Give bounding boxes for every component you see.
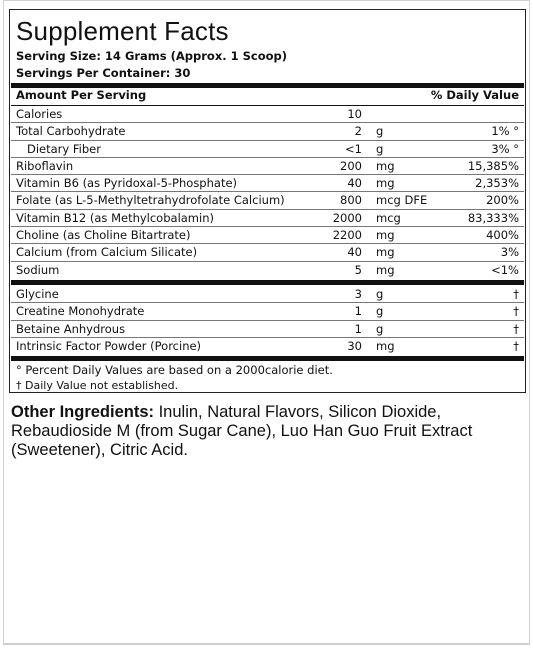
nutrient-rows: [11, 106, 524, 279]
nutrient-name: Intrinsic Factor Powder (Porcine): [16, 338, 202, 353]
nutrient-dv: 400%: [486, 228, 519, 243]
nutrient-dv: 3% °: [491, 141, 519, 156]
nutrient-amount: 800: [340, 193, 362, 208]
nutrient-row: [11, 141, 524, 158]
nutrient-amount: 2: [354, 124, 362, 139]
nutrient-row: [11, 227, 524, 244]
thick-divider-bottom: [11, 356, 524, 361]
other-nutrient-row: [11, 321, 524, 338]
nutrient-name: Total Carbohydrate: [16, 124, 126, 139]
nutrient-row: [11, 106, 524, 123]
other-nutrient-rows: [11, 286, 524, 355]
nutrient-name: Vitamin B6 (as Pyridoxal-5-Phosphate): [16, 176, 238, 191]
nutrient-name: Riboflavin: [16, 158, 74, 173]
nutrient-dv: †: [513, 304, 519, 319]
nutrient-amount: <1: [345, 141, 362, 156]
daily-value-header: % Daily Value: [430, 88, 519, 102]
nutrient-unit: mg: [376, 176, 395, 191]
supplement-facts-panel: [9, 9, 526, 393]
nutrient-amount: 1: [354, 304, 362, 319]
nutrient-dv: †: [513, 338, 519, 353]
nutrient-name: Dietary Fiber: [27, 141, 101, 156]
nutrient-name: Vitamin B12 (as Methylcobalamin): [16, 210, 214, 225]
nutrient-row: [11, 244, 524, 261]
nutrient-name: Creatine Monohydrate: [16, 304, 145, 319]
nutrient-unit: g: [376, 124, 384, 139]
nutrient-unit: mg: [376, 262, 395, 277]
nutrient-name: Sodium: [16, 262, 60, 277]
nutrient-amount: 200: [340, 158, 362, 173]
nutrient-amount: 2000: [332, 210, 362, 225]
nutrient-amount: 40: [347, 176, 362, 191]
nutrient-unit: mcg DFE: [376, 193, 428, 208]
footnote-daily-values: ° Percent Daily Values are based on a 2000calorie diet.: [16, 363, 333, 377]
nutrient-dv: 3%: [500, 245, 519, 260]
nutrient-unit: mg: [376, 158, 395, 173]
nutrient-name: Calcium (from Calcium Silicate): [16, 245, 198, 260]
nutrient-name: Choline (as Choline Bitartrate): [16, 228, 191, 243]
nutrient-amount: 1: [354, 321, 362, 336]
nutrient-dv: 1% °: [491, 124, 519, 139]
amount-per-serving-header: Amount Per Serving: [16, 88, 147, 102]
nutrient-dv: 15,385%: [467, 158, 519, 173]
nutrient-unit: mcg: [376, 210, 401, 225]
nutrient-dv: 200%: [486, 193, 519, 208]
nutrient-row: [11, 175, 524, 192]
nutrient-amount: 40: [347, 245, 362, 260]
nutrient-unit: g: [376, 304, 384, 319]
nutrient-amount: 30: [347, 338, 362, 353]
nutrient-name: Glycine: [16, 287, 59, 301]
nutrient-row: [11, 210, 524, 227]
nutrient-dv: 83,333%: [467, 210, 519, 225]
nutrient-amount: 10: [347, 107, 362, 121]
nutrient-name: Folate (as L-5-Methyltetrahydrofolate Calcium): [16, 193, 285, 208]
other-ingredients-text: Inulin, Natural Flavors, Silicon Dioxide, Rebaudioside M (from Sugar Cane), Luo Han Guo Fruit Extract (Sweetener), Citric Acid.: [11, 403, 473, 459]
thick-divider-middle: [11, 280, 524, 285]
other-ingredients: [11, 403, 523, 460]
nutrient-amount: 2200: [332, 228, 362, 243]
nutrient-dv: 2,353%: [475, 176, 519, 191]
serving-size: Serving Size: 14 Grams (Approx. 1 Scoop): [16, 49, 288, 63]
nutrient-amount: 5: [354, 262, 362, 277]
other-nutrient-row: [11, 303, 524, 320]
panel-title: Supplement Facts: [16, 16, 229, 46]
other-ingredients-label: Other Ingredients:: [11, 403, 155, 421]
footnote-not-established: † Daily Value not established.: [16, 379, 179, 392]
nutrient-name: Betaine Anhydrous: [16, 321, 126, 336]
nutrient-row: [11, 158, 524, 175]
nutrient-row: [11, 262, 524, 279]
nutrient-row: [11, 192, 524, 209]
nutrient-dv: †: [513, 321, 519, 336]
nutrient-unit: g: [376, 141, 384, 156]
nutrient-unit: g: [376, 321, 384, 336]
nutrient-name: Calories: [16, 107, 63, 121]
nutrient-dv: <1%: [491, 262, 519, 277]
other-nutrient-row: [11, 286, 524, 303]
nutrient-unit: mg: [376, 338, 395, 353]
other-nutrient-row: [11, 338, 524, 355]
nutrient-amount: 3: [354, 287, 362, 301]
nutrient-dv: †: [513, 287, 519, 301]
table-header: [16, 88, 519, 104]
nutrient-unit: mg: [376, 228, 395, 243]
nutrient-row: [11, 123, 524, 140]
nutrient-unit: g: [376, 287, 384, 301]
servings-per-container: Servings Per Container: 30: [16, 66, 191, 80]
nutrient-unit: mg: [376, 245, 395, 260]
